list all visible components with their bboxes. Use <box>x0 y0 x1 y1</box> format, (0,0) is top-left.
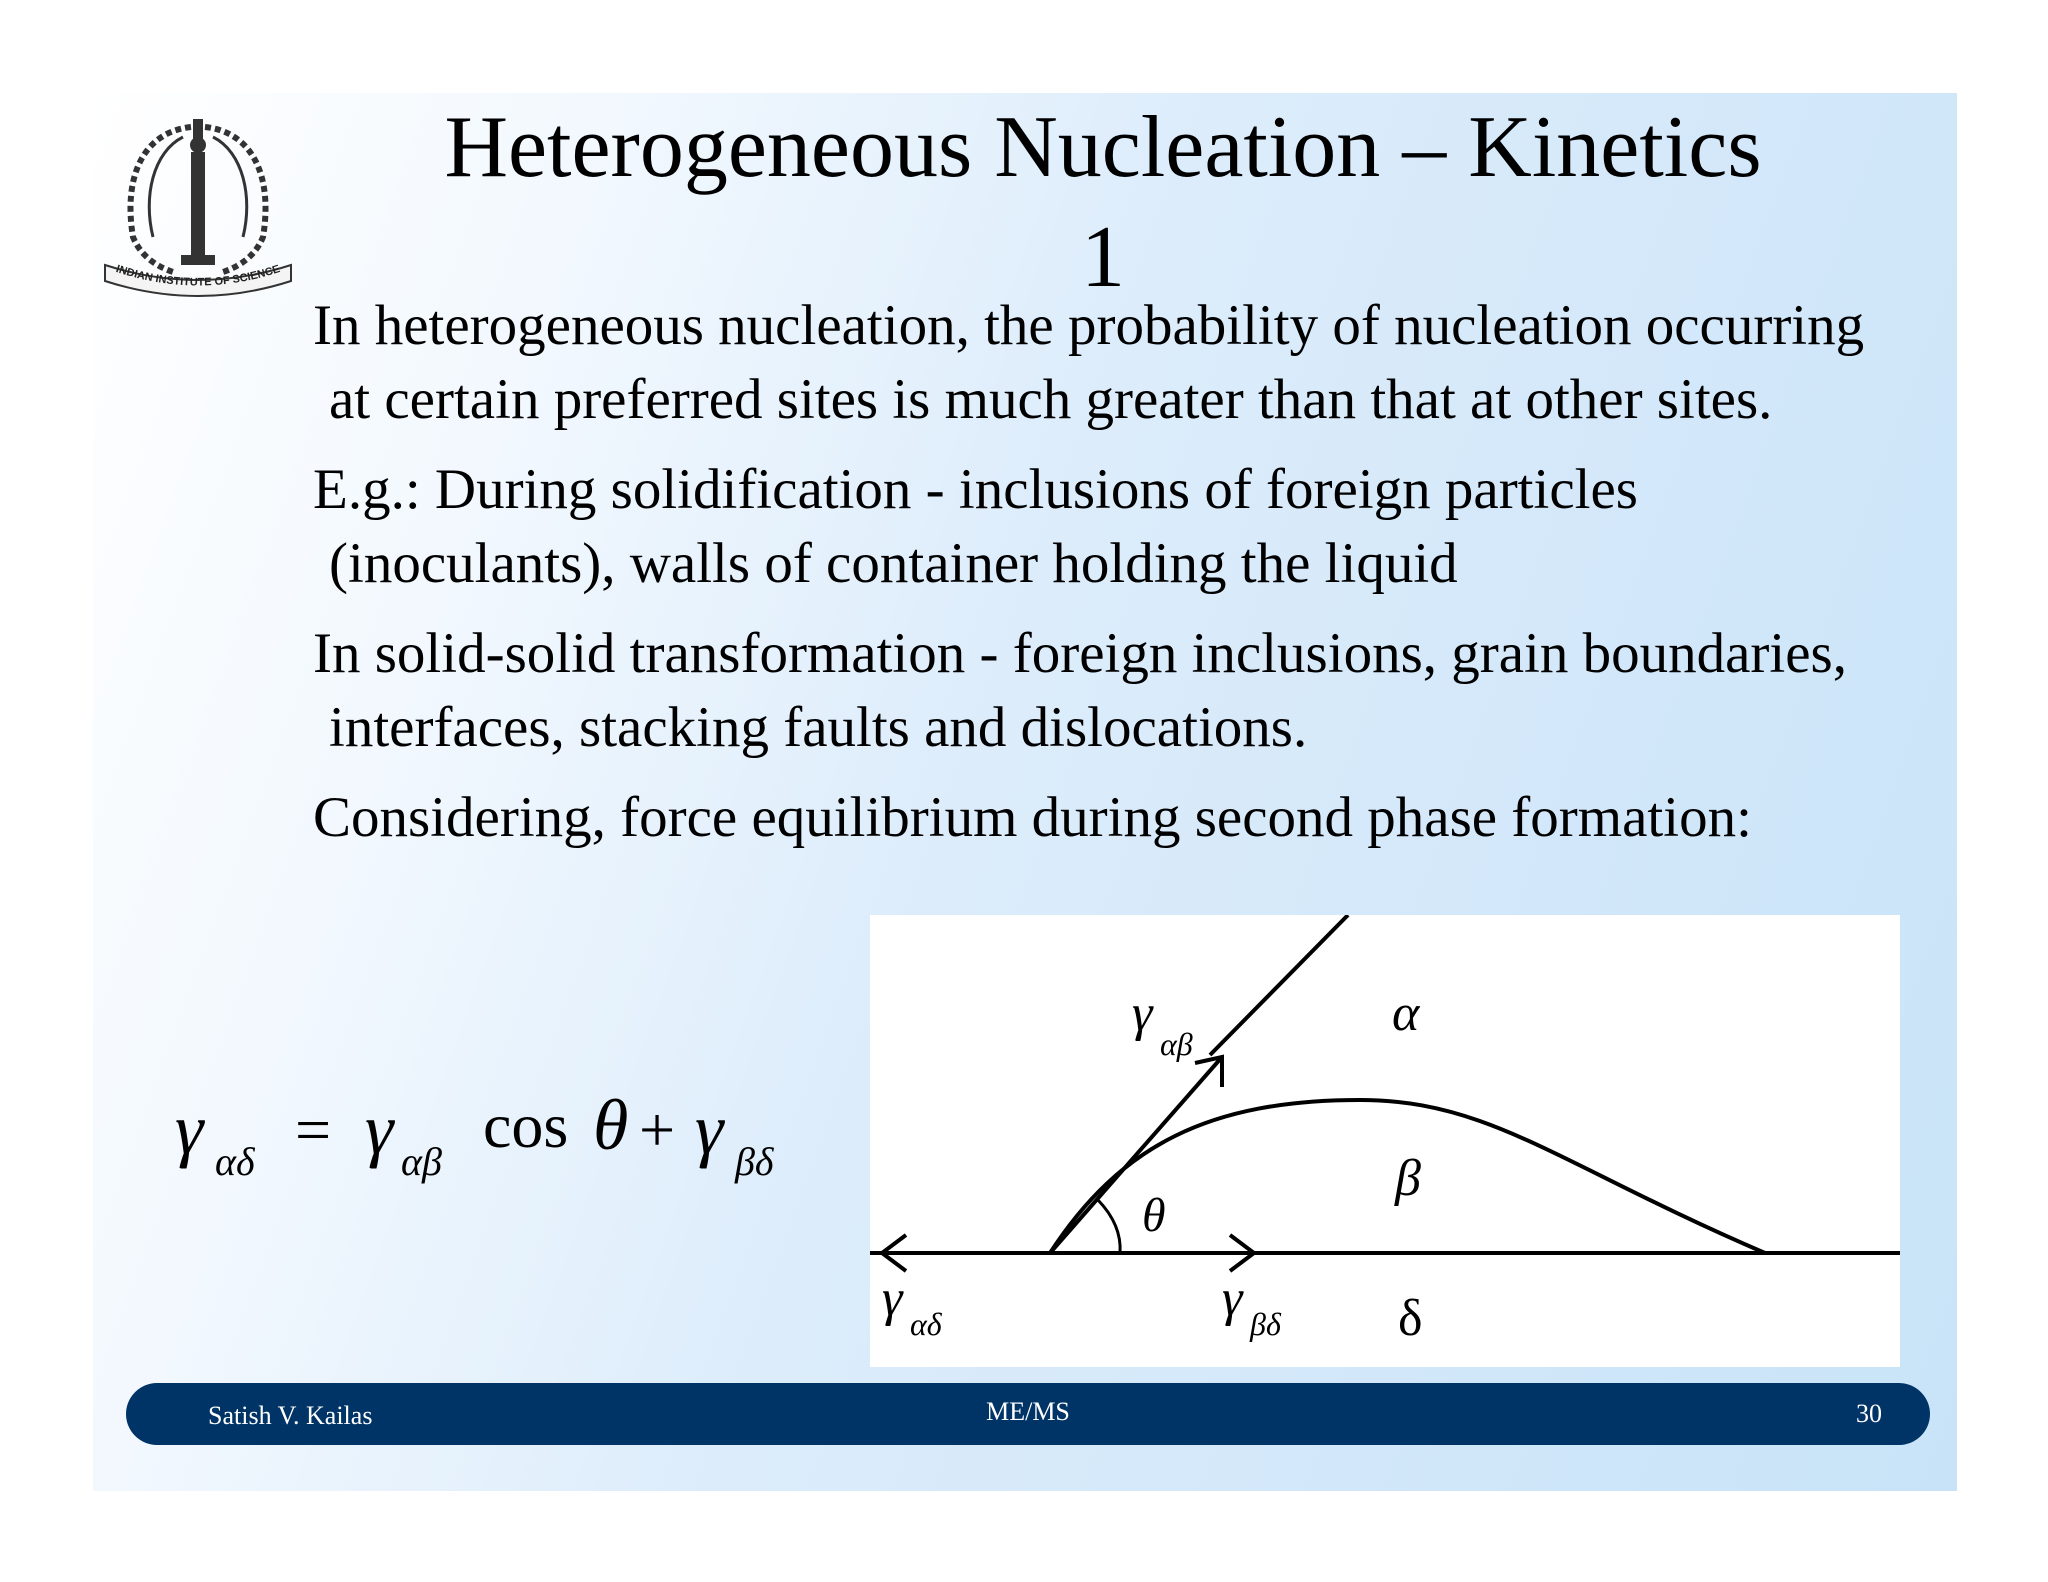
paragraph-force-equilibrium: Considering, force equilibrium during second phase formation: <box>313 786 1752 849</box>
label-gamma-bd: γ <box>1222 1270 1243 1327</box>
label-gamma-ab: γ <box>1132 985 1153 1042</box>
label-alpha: α <box>1392 985 1420 1042</box>
eq-plus: + <box>639 1094 676 1165</box>
gamma-ab-vector <box>1050 1057 1222 1253</box>
eq-t2-sub: βδ <box>735 1139 774 1184</box>
interface-extension-line <box>1210 915 1348 1055</box>
footer-course: ME/MS <box>986 1397 1070 1426</box>
tower-shaft <box>191 152 205 262</box>
laurel-right-inner <box>213 137 247 237</box>
slide <box>93 93 1957 1491</box>
eq-t2-gamma: γ <box>695 1089 724 1169</box>
laurel-left-inner <box>149 137 183 237</box>
tower-base <box>181 255 215 265</box>
paragraph-definition: In heterogeneous nucleation, the probability of nucleation occurring at certain preferred sites is much greater than that at other sites. <box>313 294 1865 431</box>
label-delta: δ <box>1398 1290 1423 1347</box>
label-theta: θ <box>1142 1189 1166 1242</box>
young-equation <box>175 1083 875 1203</box>
institute-logo <box>103 97 293 297</box>
label-gamma-ad: γ <box>882 1270 903 1327</box>
label-beta: β <box>1395 1150 1421 1207</box>
eq-lhs-sub: αδ <box>215 1139 255 1184</box>
slide-title <box>353 93 1853 313</box>
logo-ribbon-text: INDIAN INSTITUTE OF SCIENCE <box>114 263 282 289</box>
footer-author: Satish V. Kailas <box>208 1401 373 1430</box>
eq-t1-sub: αβ <box>401 1139 442 1184</box>
label-gamma-ad-sub: αδ <box>910 1306 942 1342</box>
contact-angle-diagram <box>870 915 1900 1367</box>
tower-top <box>193 119 203 139</box>
eq-cos: cos <box>483 1090 569 1161</box>
label-gamma-bd-sub: βδ <box>1250 1306 1281 1342</box>
laurel-right <box>205 127 266 272</box>
body-text <box>313 289 1913 871</box>
eq-equals: = <box>295 1094 332 1165</box>
footer-bar <box>126 1383 1930 1445</box>
eq-lhs-gamma: γ <box>175 1089 204 1169</box>
paragraph-solid-solid: In solid-solid transformation - foreign inclusions, grain boundaries, interfaces, stacking faults and dislocations. <box>313 622 1847 759</box>
footer-page-number: 30 <box>1856 1399 1882 1428</box>
title-line-1: Heterogeneous Nucleation – Kinetics <box>444 99 1762 196</box>
paragraph-solidification: E.g.: During solidification - inclusions of foreign particles (inoculants), walls of container holding the liquid <box>313 458 1638 595</box>
tower-lamp <box>190 137 206 153</box>
eq-t1-gamma: γ <box>365 1089 394 1169</box>
title-line-2: 1 <box>1081 209 1125 306</box>
label-gamma-ab-sub: αβ <box>1160 1026 1193 1062</box>
theta-arc <box>1098 1200 1120 1253</box>
laurel-left <box>130 127 191 272</box>
eq-theta: θ <box>593 1085 629 1165</box>
